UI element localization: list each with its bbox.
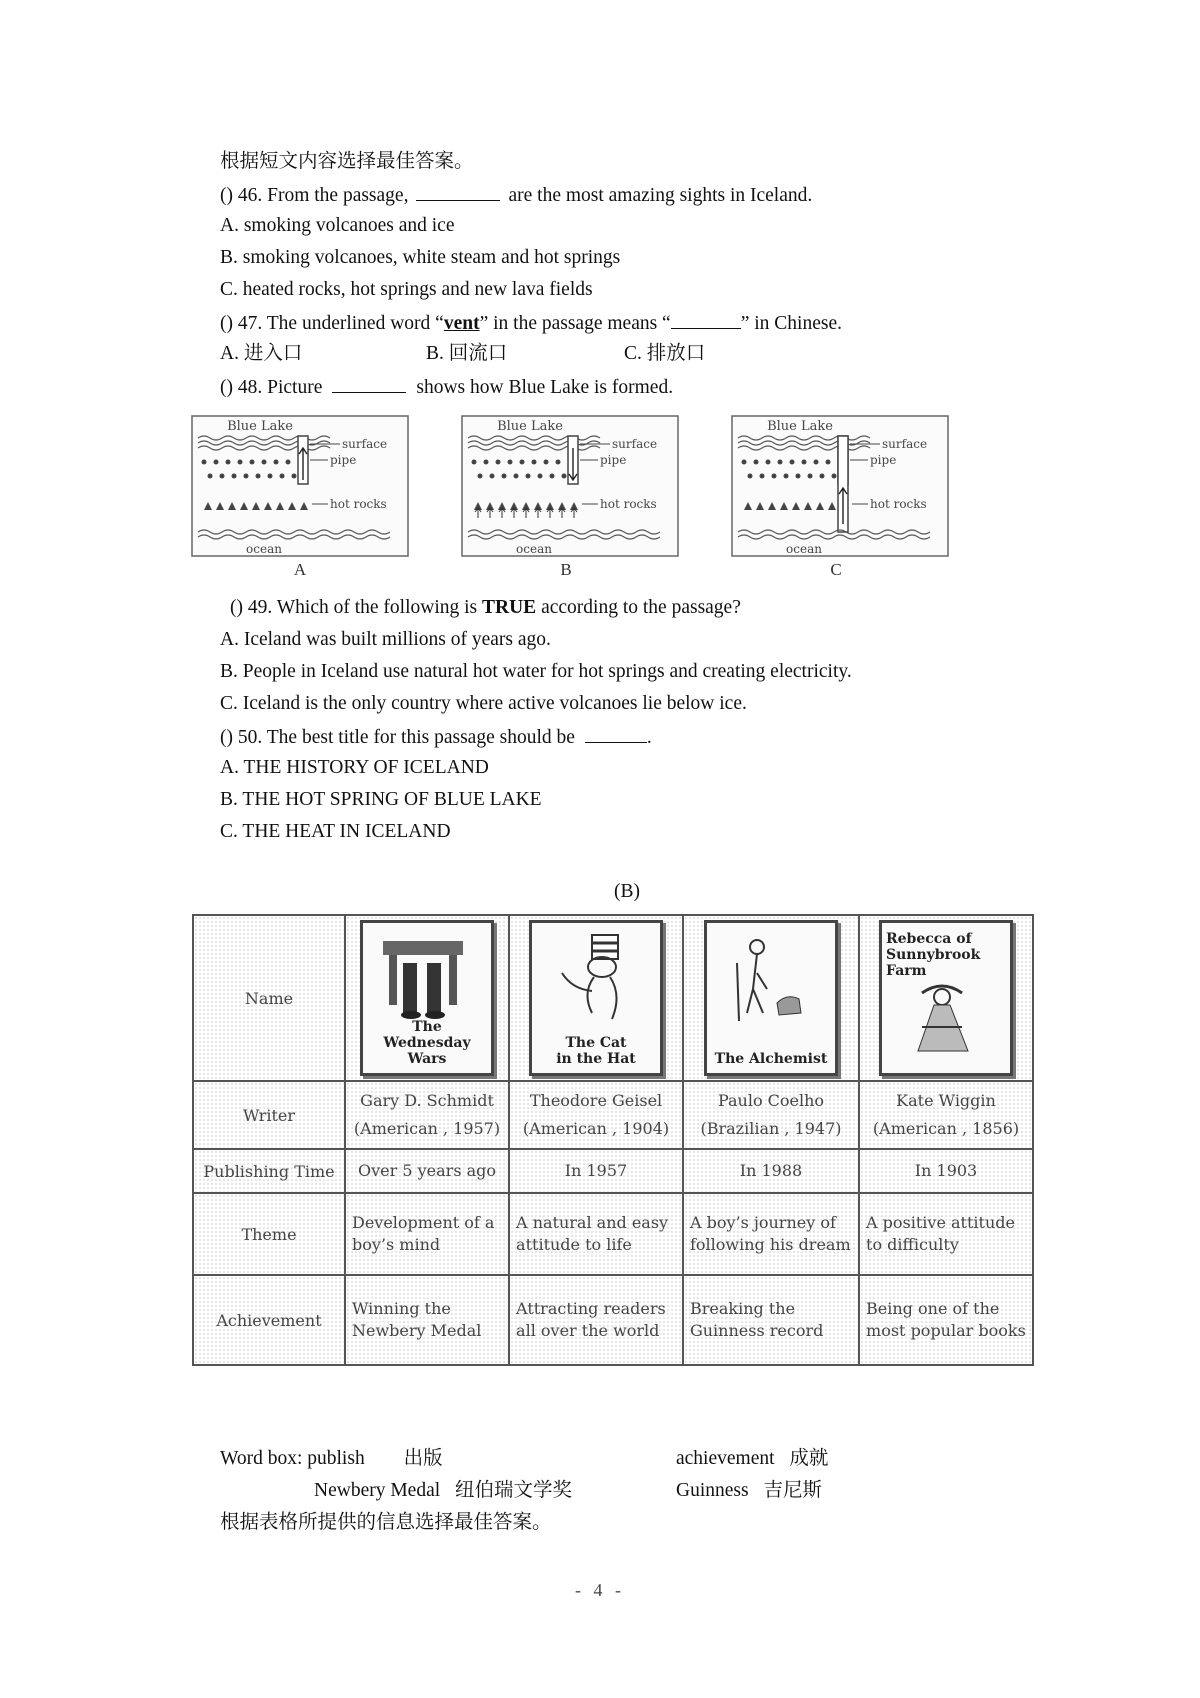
writer-origin: (American , 1856)	[872, 1119, 1020, 1138]
rock-dot	[286, 460, 291, 465]
rock-dot	[802, 460, 807, 465]
rock-dot	[214, 460, 219, 465]
achievement-cell: Winning the Newbery Medal	[345, 1275, 509, 1365]
q46-option-c: C. heated rocks, hot springs and new lava fields	[220, 279, 593, 300]
q50-option-b: B. THE HOT SPRING OF BLUE LAKE	[220, 789, 542, 810]
diagram-c[interactable]	[730, 414, 950, 558]
hot-rocks-label: hot rocks	[330, 497, 387, 511]
q49-option-b: B. People in Iceland use natural hot water for hot springs and creating electricity.	[220, 661, 852, 682]
rock-dot	[808, 474, 813, 479]
question-50	[220, 724, 652, 750]
ocean-label: ocean	[786, 542, 822, 556]
rock-dot	[208, 474, 213, 479]
rock-dot	[796, 474, 801, 479]
q50-text-post: .	[646, 727, 652, 748]
rock-dot	[490, 474, 495, 479]
cover-title-line: The	[412, 1019, 442, 1035]
cover-title-line: The Alchemist	[714, 1051, 828, 1067]
theme-cell: Development of a boy’s mind	[345, 1193, 509, 1275]
cover-title-line: The Cat	[565, 1035, 627, 1051]
hot-rocks-label: hot rocks	[600, 497, 657, 511]
q47-option-c: C. 排放口	[624, 343, 706, 364]
diagram-title: Blue Lake	[227, 419, 293, 434]
q46-text-post: are the most amazing sights in Iceland.	[508, 185, 813, 206]
writer-cell	[345, 1081, 509, 1149]
rock-dot	[790, 460, 795, 465]
page-number: - 4 -	[575, 1580, 625, 1600]
rock-dot	[262, 460, 267, 465]
q46-blank[interactable]	[416, 182, 500, 201]
writer-cell	[683, 1081, 859, 1149]
table-row-publishing-time	[193, 1149, 1033, 1193]
pipe-label: pipe	[600, 453, 627, 467]
book-cover-rebecca[interactable]	[879, 920, 1013, 1076]
diagram-svg	[190, 414, 410, 558]
achievement-cell: Breaking the Guinness record	[683, 1275, 859, 1365]
cover-title-line: Farm	[886, 963, 927, 979]
writer-name: Theodore Geisel	[529, 1091, 663, 1110]
word-box-en: publish	[307, 1448, 365, 1469]
writer-name: Kate Wiggin	[896, 1091, 996, 1110]
rock-dot	[508, 460, 513, 465]
rock-dot	[502, 474, 507, 479]
question-47	[220, 310, 842, 336]
diagram-label-c: C	[830, 560, 842, 579]
rock-dot	[742, 460, 747, 465]
surface-label: surface	[612, 437, 658, 451]
writer-name: Gary D. Schmidt	[360, 1091, 494, 1110]
book-cover-cat-in-the-hat[interactable]	[529, 920, 663, 1076]
rock-dot	[544, 460, 549, 465]
table-row-writer	[193, 1081, 1033, 1149]
cover-title-line: Wars	[407, 1051, 447, 1067]
q48-text-post: shows how Blue Lake is formed.	[416, 377, 674, 398]
cover-title-rebecca	[886, 931, 1006, 979]
rock-dot	[766, 460, 771, 465]
rock-dot	[496, 460, 501, 465]
row-header-writer: Writer	[193, 1081, 345, 1149]
writer-origin: (American , 1904)	[522, 1119, 670, 1138]
rock-dot	[814, 460, 819, 465]
q50-option-a: A. THE HISTORY OF ICELAND	[220, 757, 489, 778]
q48-blank[interactable]	[332, 374, 406, 393]
word-box-line-1	[220, 1447, 443, 1471]
cover-title-line: Sunnybrook	[886, 947, 981, 963]
rock-dot	[484, 460, 489, 465]
diagram-title: Blue Lake	[497, 419, 563, 434]
diagram-b[interactable]	[460, 414, 680, 558]
pipe-label: pipe	[330, 453, 357, 467]
writer-name: Paulo Coelho	[717, 1091, 825, 1110]
q48-text-pre: () 48. Picture	[220, 377, 323, 398]
q46-option-b: B. smoking volcanoes, white steam and hot springs	[220, 247, 621, 268]
rock-dot	[520, 460, 525, 465]
rock-dot	[232, 474, 237, 479]
book-cover-cell	[345, 915, 509, 1081]
theme-cell: A boy’s journey of following his dream	[683, 1193, 859, 1275]
theme-cell: A natural and easy attitude to life	[509, 1193, 683, 1275]
rock-dot	[250, 460, 255, 465]
surface-label: surface	[342, 437, 388, 451]
writer-origin: (Brazilian , 1947)	[700, 1119, 842, 1138]
rock-dot	[562, 474, 567, 479]
rock-dot	[826, 460, 831, 465]
pipe-label: pipe	[870, 453, 897, 467]
diagram-svg	[730, 414, 950, 558]
desk-figure-icon	[373, 933, 473, 1023]
theme-cell: A positive attitude to difficulty	[859, 1193, 1033, 1275]
book-cover-alchemist[interactable]	[704, 920, 838, 1076]
word-box-zh: 吉尼斯	[763, 1480, 822, 1501]
rock-dot	[532, 460, 537, 465]
book-cover-wednesday-wars[interactable]	[360, 920, 494, 1076]
diagram-svg	[460, 414, 680, 558]
word-box-en: achievement	[676, 1448, 775, 1469]
rock-dot	[244, 474, 249, 479]
rock-dot	[556, 460, 561, 465]
word-box-zh: 成就	[789, 1448, 829, 1469]
q47-option-a: A. 进入口	[220, 343, 303, 364]
diagram-label-b: B	[560, 560, 572, 579]
question-48	[220, 374, 673, 400]
q47-option-b: B. 回流口	[426, 343, 508, 364]
writer-cell	[509, 1081, 683, 1149]
q47-underlined-word: vent	[443, 313, 480, 334]
rock-dot	[472, 460, 477, 465]
question-49	[230, 596, 741, 620]
surface-label: surface	[882, 437, 928, 451]
cover-title-wednesday-wars	[367, 1019, 487, 1067]
achievement-cell: Attracting readers all over the world	[509, 1275, 683, 1365]
publishing-time-cell: In 1957	[509, 1149, 683, 1193]
q49-bold-word: TRUE	[482, 597, 537, 618]
traveler-figure-icon	[717, 933, 817, 1033]
word-box-label: Word box:	[220, 1448, 303, 1469]
cover-title-line: Wednesday	[383, 1035, 471, 1051]
book-cover-cell	[683, 915, 859, 1081]
word-box-zh: 纽伯瑞文学奖	[455, 1480, 573, 1501]
q46-text-pre: () 46. From the passage,	[220, 185, 409, 206]
writer-origin: (American , 1957)	[353, 1119, 501, 1138]
table-row-achievement	[193, 1275, 1033, 1365]
instruction-b: 根据表格所提供的信息选择最佳答案。	[220, 1512, 552, 1533]
publishing-time-cell: In 1988	[683, 1149, 859, 1193]
rock-dot	[268, 474, 273, 479]
q50-blank[interactable]	[585, 724, 647, 743]
rock-dot	[820, 474, 825, 479]
hot-rocks-label: hot rocks	[870, 497, 927, 511]
rock-dot	[478, 474, 483, 479]
row-header-achievement: Achievement	[193, 1275, 345, 1365]
rock-dot	[274, 460, 279, 465]
word-box-en: Guinness	[676, 1480, 749, 1501]
q49-text-post: according to the passage?	[541, 597, 741, 618]
achievement-cell: Being one of the most popular books	[859, 1275, 1033, 1365]
diagram-a[interactable]	[190, 414, 410, 558]
rock-dot	[280, 474, 285, 479]
rock-dot	[760, 474, 765, 479]
q47-text-pre: () 47. The underlined word “	[220, 313, 444, 334]
word-box-line-1b	[676, 1447, 828, 1471]
q47-text-mid: ” in the passage means “	[479, 313, 671, 334]
rock-dot	[538, 474, 543, 479]
word-box-line-2b	[676, 1479, 822, 1503]
q49-option-a: A. Iceland was built millions of years ago.	[220, 629, 551, 650]
row-header-theme: Theme	[193, 1193, 345, 1275]
rock-dot	[526, 474, 531, 479]
rock-dot	[550, 474, 555, 479]
book-cover-cell	[859, 915, 1033, 1081]
cat-figure-icon	[542, 933, 642, 1023]
rock-dot	[832, 474, 837, 479]
row-header-publishing-time: Publishing Time	[193, 1149, 345, 1193]
rock-dot	[292, 474, 297, 479]
table-row-theme	[193, 1193, 1033, 1275]
word-box-en: Newbery Medal	[314, 1480, 441, 1501]
q49-text-pre: () 49. Which of the following is	[230, 597, 478, 618]
writer-cell	[859, 1081, 1033, 1149]
q50-option-c: C. THE HEAT IN ICELAND	[220, 821, 451, 842]
rock-dot	[226, 460, 231, 465]
girl-figure-icon	[892, 981, 992, 1061]
q50-text-pre: () 50. The best title for this passage should be	[220, 727, 575, 748]
diagram-label-a: A	[293, 560, 307, 579]
rock-dot	[748, 474, 753, 479]
rock-dot	[772, 474, 777, 479]
cover-title-line: Rebecca of	[886, 931, 972, 947]
cover-title-line: in the Hat	[556, 1051, 636, 1067]
section-b-heading: (B)	[614, 881, 640, 902]
cover-title-alchemist	[711, 1051, 831, 1067]
rock-dot	[784, 474, 789, 479]
q47-options	[220, 342, 705, 366]
instruction-a: 根据短文内容选择最佳答案。	[220, 151, 474, 172]
row-header-name: Name	[193, 915, 345, 1081]
rock-dot	[514, 474, 519, 479]
rock-dot	[256, 474, 261, 479]
q49-option-c: C. Iceland is the only country where active volcanoes lie below ice.	[220, 693, 747, 714]
rock-dot	[202, 460, 207, 465]
publishing-time-cell: Over 5 years ago	[345, 1149, 509, 1193]
q47-text-post: ” in Chinese.	[740, 313, 842, 334]
word-box-line-2	[314, 1479, 572, 1503]
books-table	[192, 914, 1034, 1366]
rock-dot	[238, 460, 243, 465]
q46-option-a: A. smoking volcanoes and ice	[220, 215, 455, 236]
diagram-title: Blue Lake	[767, 419, 833, 434]
rock-dot	[778, 460, 783, 465]
rock-dot	[754, 460, 759, 465]
publishing-time-cell: In 1903	[859, 1149, 1033, 1193]
ocean-label: ocean	[516, 542, 552, 556]
question-46	[220, 182, 812, 208]
table-row-name	[193, 915, 1033, 1081]
ocean-label: ocean	[246, 542, 282, 556]
q47-blank[interactable]	[671, 310, 741, 329]
rock-dot	[220, 474, 225, 479]
book-cover-cell	[509, 915, 683, 1081]
cover-title-cat-in-the-hat	[536, 1035, 656, 1067]
word-box-zh: 出版	[403, 1448, 443, 1469]
